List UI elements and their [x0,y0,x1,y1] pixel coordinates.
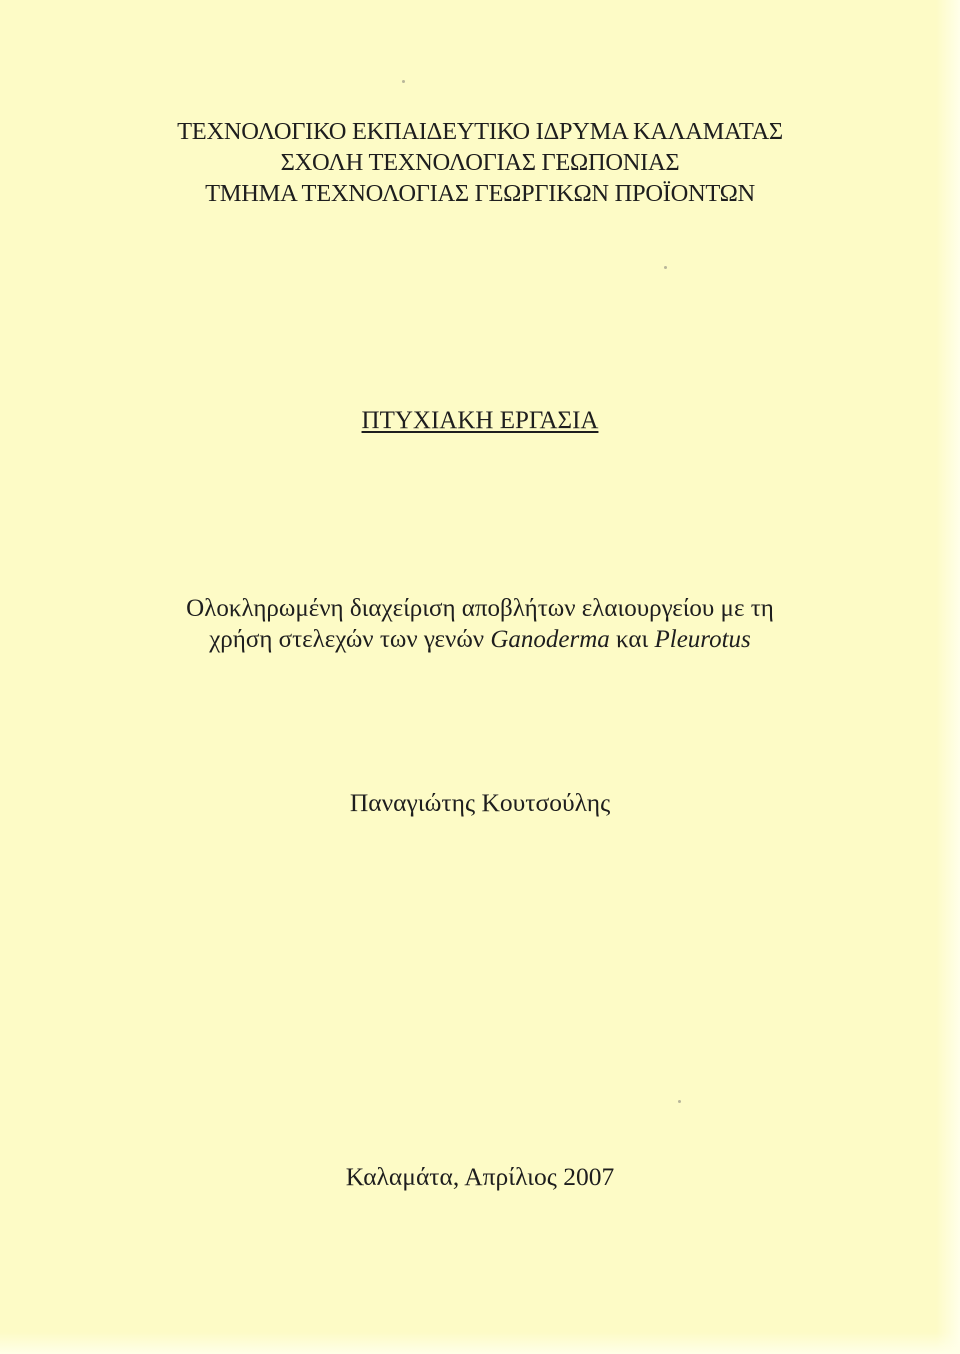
scan-speck [678,1100,681,1103]
title-conjunction: και [609,626,655,653]
thesis-title-line-1: Ολοκληρωμένη διαχείριση αποβλήτων ελαιουργείου με τη [186,595,774,622]
thesis-title-line-2 [0,627,960,652]
genus-name: Pleurotus [654,626,751,653]
scan-speck [402,80,405,83]
genus-name: Ganoderma [490,626,610,653]
school-name: ΣΧΟΛΗ ΤΕΧΝΟΛΟΓΙΑΣ ΓΕΩΠΟΝΙΑΣ [280,149,680,176]
document-type-label: ΠΤΥΧΙΑΚΗ ΕΡΓΑΣΙΑ [361,407,599,434]
institution-name: ΤΕΧΝΟΛΟΓΙΚΟ ΕΚΠΑΙΔΕΥΤΙΚΟ ΙΔΡΥΜΑ ΚΑΛΑΜΑΤΑΣ [177,118,783,145]
scan-speck [664,266,667,269]
department-name: ΤΜΗΜΑ ΤΕΧΝΟΛΟΓΙΑΣ ΓΕΩΡΓΙΚΩΝ ΠΡΟΪΟΝΤΩΝ [205,180,755,207]
document-type-heading [0,408,960,433]
author-name: Παναγιώτης Κουτσούλης [349,788,611,817]
scan-edge-bottom [0,1332,960,1354]
place-and-date: Καλαμάτα, Απρίλιος 2007 [345,1162,615,1191]
title-text: χρήση στελεχών των γενών [209,626,491,653]
